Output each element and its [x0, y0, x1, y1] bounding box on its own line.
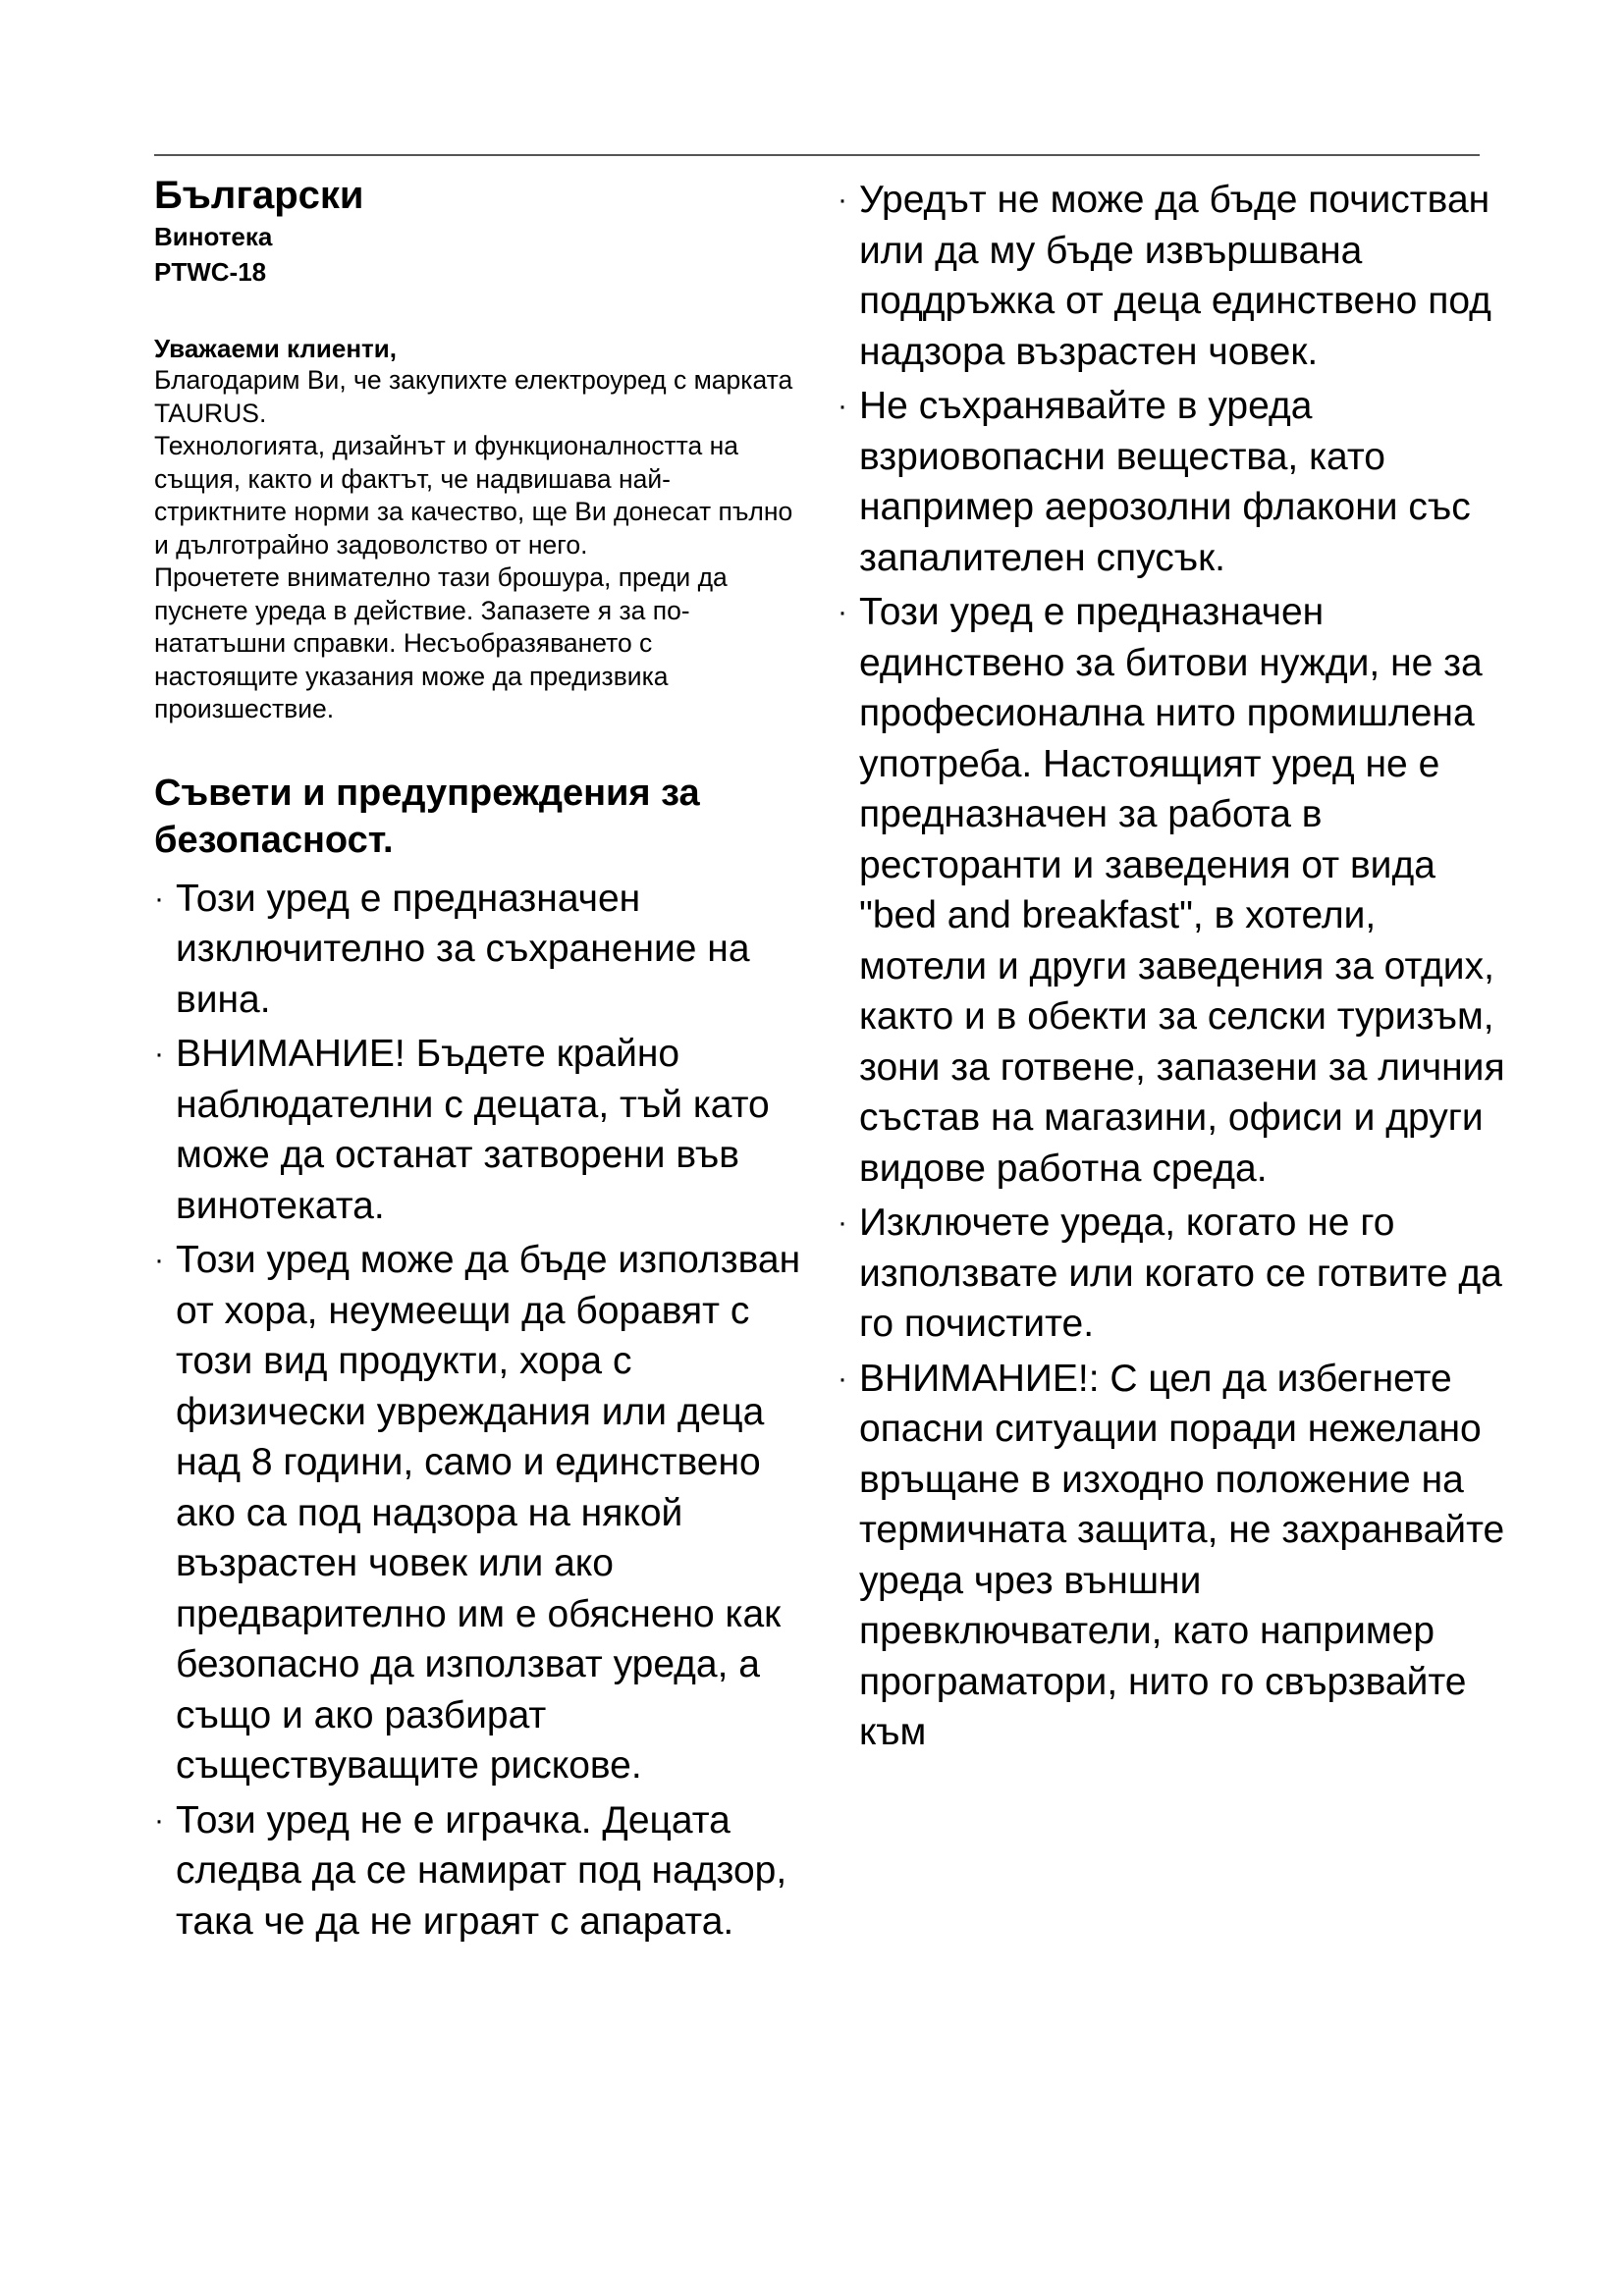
list-item-text: Този уред е предназначен единствено за битови нужди, не за професионална нито промишлена употреба. Настоящият уред не е предназначен за работа в ресторанти и заведения от вида "bed and breakfast", в хотели, мотели и други заведения за отдих, както и в обекти за селски туризъм, зони за готвене, запазени за личния състав на магазини, офиси и други видове работна среда. — [859, 591, 1505, 1190]
list-item-text: Този уред не е играчка. Децата следва да се намират под надзор, така че да не играят с апарата. — [176, 1798, 787, 1943]
bullet-dot: · — [154, 1803, 164, 1837]
language-title: Български — [154, 174, 364, 217]
bullet-dot: · — [838, 1362, 847, 1395]
bullet-dot: · — [838, 184, 847, 216]
list-item — [154, 1795, 802, 1948]
list-item — [838, 587, 1505, 1194]
bullet-dot: · — [154, 1244, 164, 1276]
bullet-dot: · — [838, 596, 847, 628]
bullet-dot: · — [154, 881, 164, 915]
list-item-text: ВНИМАНИЕ! Бъдете крайно наблюдателни с децата, тъй като може да останат затворени във винотеката. — [176, 1033, 770, 1227]
safety-list-right — [838, 175, 1505, 1758]
intro-paragraph: Технологията, дизайнът и функционалността на същия, както и фактът, че надвишава най-стриктните норми за качество, ще Ви донесат пълно и дълготрайно задоволство от него. — [154, 431, 793, 560]
product-type: Винотека — [154, 222, 273, 251]
list-item — [838, 1354, 1505, 1758]
intro-paragraph: Прочетете внимателно тази брошура, преди да пуснете уреда в действие. Запазете я за по-нататъшни справки. Несъобразяването с настоящите указания може да предизвика произшествие. — [154, 562, 728, 723]
bullet-dot: · — [838, 1206, 847, 1239]
list-item — [838, 381, 1505, 583]
model-number: PTWC-18 — [154, 257, 267, 287]
list-item-text: Този уред е предназначен изключително за съхранение на вина. — [176, 877, 750, 1021]
list-item-text: Не съхранявайте в уреда взриовопасни вещества, като например аерозолни флакони със запалителен спусък. — [859, 385, 1471, 579]
bullet-dot: · — [154, 1038, 164, 1070]
list-item-text: Уредът не може да бъде почистван или да му бъде извършвана поддръжка от деца единствено под надзора възрастен човек. — [859, 179, 1491, 373]
list-item — [838, 1198, 1505, 1350]
list-item — [838, 175, 1505, 377]
greeting: Уважаеми клиенти, — [154, 334, 397, 363]
list-item — [154, 1029, 802, 1231]
left-column — [154, 172, 802, 1950]
right-column — [838, 175, 1505, 1762]
list-item — [154, 1235, 802, 1791]
list-item-text: Този уред може да бъде използван от хора, неумеещи да боравят с този вид продукти, хора с физически увреждания или деца над 8 години, само и единствено ако са под надзора на някой възрастен човек или ако предварително им е обяснено как безопасно да използват уреда, а също и ако разбират съществуващите рискове. — [176, 1239, 801, 1787]
intro-paragraph: Благодарим Ви, че закупихте електроуред с марката TAURUS. — [154, 365, 793, 428]
intro-text — [154, 364, 802, 726]
safety-list-left — [154, 874, 802, 1948]
top-rule — [154, 154, 1480, 156]
section-title: Съвети и предупреждения за безопасност. — [154, 772, 700, 861]
list-item-text: Изключете уреда, когато не го използвате или когато се готвите да го почистите. — [859, 1201, 1502, 1345]
list-item — [154, 874, 802, 1026]
list-item-text: ВНИМАНИЕ!: С цел да избегнете опасни ситуации поради нежелано връщане в изходно положение на термичната защита, не захранвайте уреда чрез външни превключватели, като например програматори, нито го свързвайте към — [859, 1357, 1505, 1753]
bullet-dot: · — [838, 390, 847, 422]
